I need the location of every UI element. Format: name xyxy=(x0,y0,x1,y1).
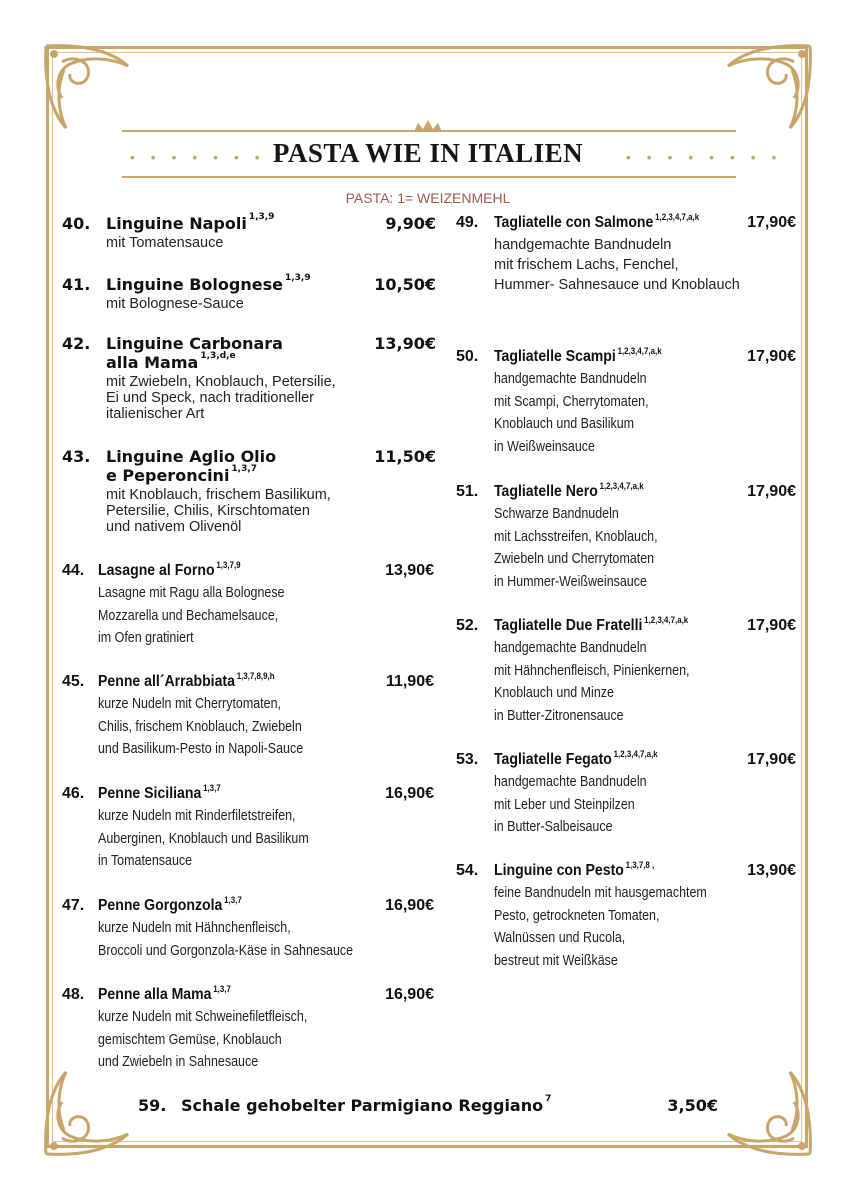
item-allergens: 1,2,3,4,7,a,k xyxy=(644,615,689,625)
page-title: PASTA WIE IN ITALIEN xyxy=(272,138,584,168)
item-price: 17,90€ xyxy=(747,483,796,500)
item-number: 41. xyxy=(62,275,91,294)
item-price: 3,50€ xyxy=(667,1096,718,1115)
item-description: mit Knoblauch, frischem Basilikum, Petersilie, Chilis, Kirschtomaten und nativem Olivenöl xyxy=(106,487,331,535)
item-name: Linguine Bolognese $^{1,3,9}$ xyxy=(106,273,311,294)
item-name-line2: e Peperoncini $^{1,3,7}$ xyxy=(106,464,258,485)
item-description: handgemachte Bandnudeln mit Leber und Steinpilzen in Butter-Salbeisauce xyxy=(494,774,647,835)
item-price: 16,90€ xyxy=(385,897,434,914)
item-name: Penne alla Mama $^{1,3,7}$ xyxy=(98,984,231,1003)
menu-item-bottom xyxy=(138,1096,718,1120)
header-rule-bottom xyxy=(122,176,736,178)
item-description: kurze Nudeln mit Schweinefiletfleisch, gemischtem Gemüse, Knoblauch und Zwiebeln in Sahnesauce xyxy=(98,1009,308,1070)
item-number: 47. xyxy=(62,897,85,914)
item-price: 9,90€ xyxy=(385,214,436,233)
item-price: 13,90€ xyxy=(385,562,434,579)
menu-item xyxy=(62,986,434,1076)
item-description: kurze Nudeln mit Hähnchenfleisch, Broccoli und Gorgonzola-Käse in Sahnesauce xyxy=(98,920,354,959)
item-price: 16,90€ xyxy=(385,785,434,802)
item-description: handgemachte Bandnudeln mit Scampi, Cherrytomaten, Knoblauch und Basilikum in Weißweinsauce xyxy=(494,371,649,455)
item-price: 16,90€ xyxy=(385,986,434,1003)
menu-item xyxy=(62,447,436,539)
header-dots-left: • • • • • • • • xyxy=(130,149,287,165)
item-number: 48. xyxy=(62,986,85,1003)
item-number: 51. xyxy=(456,483,479,500)
item-allergens: 1,3,9 xyxy=(284,273,311,283)
menu-item xyxy=(456,862,796,974)
item-price: 10,50€ xyxy=(374,275,436,294)
crown-ornament-icon xyxy=(412,119,444,133)
item-name: Linguine Napoli $^{1,3,9}$ xyxy=(106,212,275,233)
menu-item xyxy=(456,617,796,729)
item-number: 53. xyxy=(456,751,479,768)
menu-item xyxy=(456,348,796,460)
item-number: 59. xyxy=(138,1096,167,1115)
item-name: Tagliatelle con Salmone $^{1,2,3,4,7,a,k}$ xyxy=(494,212,700,231)
item-description: mit Zwiebeln, Knoblauch, Petersilie, Ei und Speck, nach traditioneller italienischer Art xyxy=(106,374,336,422)
corner-ornament-icon xyxy=(721,40,816,135)
item-number: 40. xyxy=(62,214,91,233)
item-allergens: 1,2,3,4,7,a,k xyxy=(599,481,644,491)
item-price: 17,90€ xyxy=(747,214,796,231)
item-name: Penne Siciliana $^{1,3,7}$ xyxy=(98,783,221,802)
corner-ornament-icon xyxy=(721,1065,816,1160)
item-allergens: 1,3,7 xyxy=(213,984,231,994)
item-allergens: 1,3,7,8,9,h xyxy=(236,671,275,681)
item-number: 43. xyxy=(62,447,91,466)
item-allergens: 1,3,d,e xyxy=(200,351,236,361)
item-allergens: 1,3,7,9 xyxy=(216,560,241,570)
corner-ornament-icon xyxy=(40,1065,135,1160)
item-number: 54. xyxy=(456,862,479,879)
item-number: 42. xyxy=(62,334,91,353)
item-allergens: 1,3,7 xyxy=(203,783,221,793)
item-description: handgemachte Bandnudeln mit frischem Lachs, Fenchel, Hummer- Sahnesauce und Knoblauch xyxy=(494,237,740,293)
item-allergens: 7 xyxy=(545,1094,552,1104)
menu-item xyxy=(62,897,434,965)
menu-item xyxy=(62,673,434,763)
item-price: 11,90€ xyxy=(385,673,434,690)
item-description: kurze Nudeln mit Rinderfiletstreifen, Auberginen, Knoblauch und Basilikum in Tomatensauce xyxy=(98,808,309,869)
item-number: 50. xyxy=(456,348,479,365)
menu-item xyxy=(62,214,436,254)
item-number: 46. xyxy=(62,785,85,802)
menu-item xyxy=(62,562,434,652)
item-allergens: 1,3,7,8 , xyxy=(625,860,655,870)
menu-item xyxy=(62,785,434,875)
item-allergens: 1,3,7 xyxy=(231,464,258,474)
item-price: 17,90€ xyxy=(747,751,796,768)
item-name: Penne all´Arrabbiata $^{1,3,7,8,9,h}$ xyxy=(98,671,275,690)
item-name-line2: alla Mama $^{1,3,d,e}$ xyxy=(106,351,236,372)
item-allergens: 1,3,9 xyxy=(248,212,275,222)
item-allergens: 1,2,3,4,7,a,k xyxy=(613,749,658,759)
item-allergens: 1,3,7 xyxy=(224,895,242,905)
item-description: Lasagne mit Ragu alla Bolognese Mozzarella und Bechamelsauce, im Ofen gratiniert xyxy=(98,585,285,646)
item-price: 13,90€ xyxy=(747,862,796,879)
menu-item xyxy=(456,751,796,841)
item-price: 11,50€ xyxy=(374,447,436,466)
menu-item xyxy=(62,275,436,315)
item-description: feine Bandnudeln mit hausgemachtem Pesto, getrockneten Tomaten, Walnüssen und Rucola, bestreut mit Weißkäse xyxy=(494,885,707,969)
item-name: Linguine Carbonara xyxy=(106,334,283,353)
item-name: Schale gehobelter Parmigiano Reggiano $^7$ xyxy=(181,1094,552,1115)
item-name: Tagliatelle Due Fratelli $^{1,2,3,4,7,a,k}$ xyxy=(494,615,689,634)
item-allergens: 1,2,3,4,7,a,k xyxy=(655,212,700,222)
item-description: kurze Nudeln mit Cherrytomaten, Chilis, frischem Knoblauch, Zwiebeln und Basilikum-Pesto in Napoli-Sauce xyxy=(98,696,304,757)
menu-item xyxy=(456,214,796,294)
menu-item xyxy=(456,483,796,595)
item-allergens: 1,2,3,4,7,a,k xyxy=(617,346,662,356)
item-number: 45. xyxy=(62,673,85,690)
item-name: Linguine Aglio Olio xyxy=(106,447,277,466)
item-number: 44. xyxy=(62,562,85,579)
item-price: 17,90€ xyxy=(747,348,796,365)
header-dots-right: • • • • • • • • xyxy=(626,149,783,165)
menu-item xyxy=(62,334,436,426)
item-name: Linguine con Pesto $^{1,3,7,8 ,}$ xyxy=(494,860,655,879)
item-name: Tagliatelle Nero $^{1,2,3,4,7,a,k}$ xyxy=(494,481,644,500)
item-number: 52. xyxy=(456,617,479,634)
item-description: handgemachte Bandnudeln mit Hähnchenfleisch, Pinienkernen, Knoblauch und Minze in Butter-Zitronensauce xyxy=(494,640,690,724)
item-name: Penne Gorgonzola $^{1,3,7}$ xyxy=(98,895,242,914)
item-price: 13,90€ xyxy=(374,334,436,353)
item-name: Tagliatelle Scampi $^{1,2,3,4,7,a,k}$ xyxy=(494,346,662,365)
item-description: mit Bolognese-Sauce xyxy=(106,296,244,312)
corner-ornament-icon xyxy=(40,40,135,135)
item-description: mit Tomatensauce xyxy=(106,235,224,251)
item-name: Lasagne al Forno $^{1,3,7,9}$ xyxy=(98,560,241,579)
item-number: 49. xyxy=(456,214,479,231)
item-price: 17,90€ xyxy=(747,617,796,634)
item-description: Schwarze Bandnudeln mit Lachsstreifen, Knoblauch, Zwiebeln und Cherrytomaten in Hummer-Weißweinsauce xyxy=(494,506,658,590)
item-name: Tagliatelle Fegato $^{1,2,3,4,7,a,k}$ xyxy=(494,749,658,768)
allergen-legend: PASTA: 1= WEIZENMEHL xyxy=(345,190,511,206)
